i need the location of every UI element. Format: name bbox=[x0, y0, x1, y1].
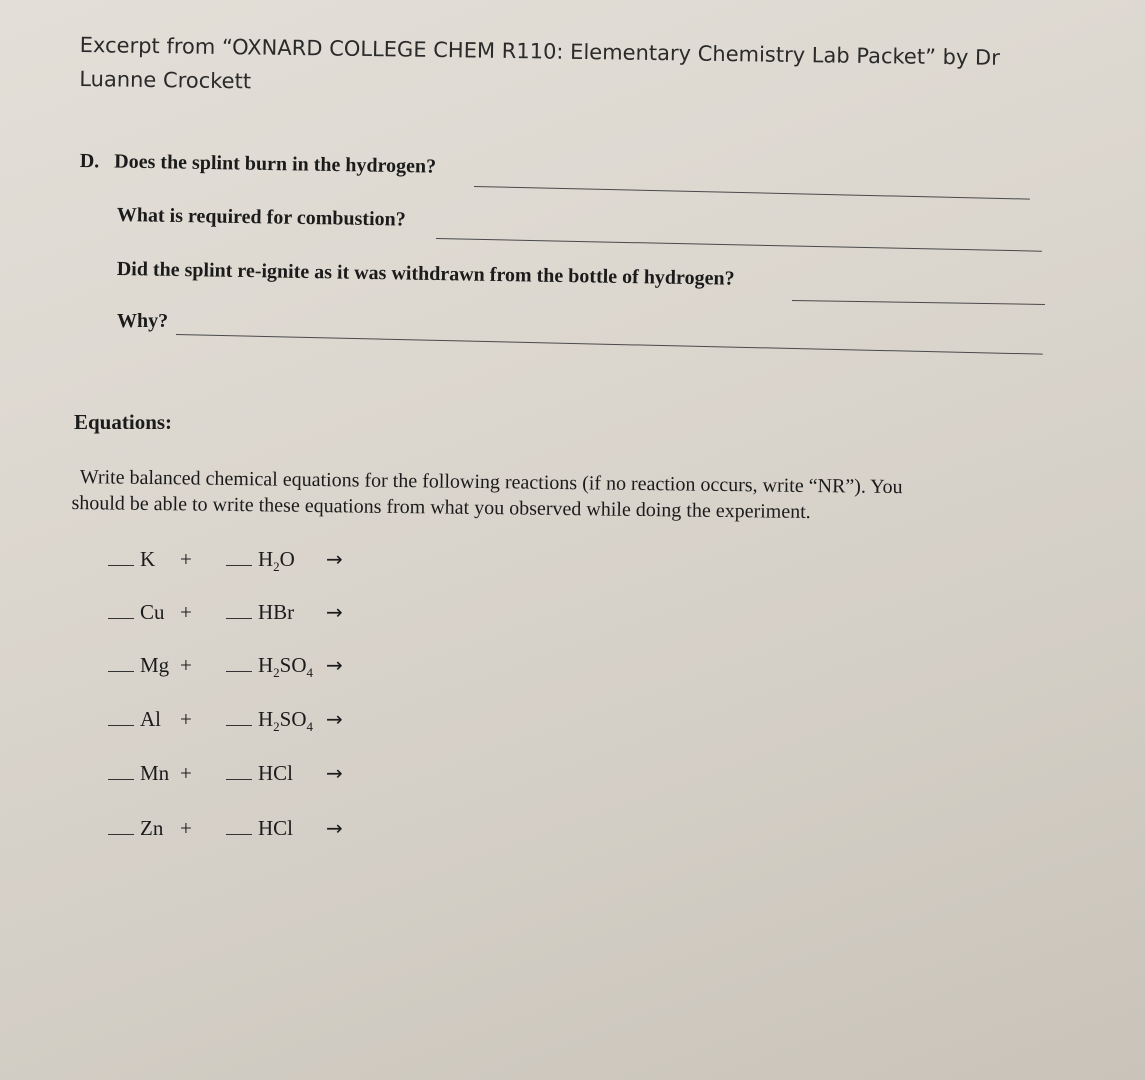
coefficient-blank[interactable] bbox=[226, 547, 252, 566]
reactant-1 bbox=[108, 600, 165, 625]
reaction-arrow-icon: → bbox=[326, 547, 343, 571]
subscript: 2 bbox=[273, 665, 280, 681]
question-d-4: Why? bbox=[117, 310, 169, 332]
reactant-2 bbox=[226, 653, 313, 681]
plus-sign: + bbox=[180, 707, 192, 731]
question-d-3: Did the splint re-ignite as it was withdrawn from the bottle of hydrogen? bbox=[116, 258, 735, 290]
reactant-2-tail: O bbox=[279, 547, 295, 571]
plus-sign: + bbox=[180, 547, 192, 571]
instruction-line-1: Write balanced chemical equations for the following reactions (if no reaction occurs, write “NR”). You bbox=[79, 466, 903, 499]
reactant-1-formula: Al bbox=[140, 707, 161, 731]
answer-line-1[interactable] bbox=[474, 186, 1030, 200]
question-d-1-text: Does the splint burn in the hydrogen? bbox=[114, 150, 437, 178]
coefficient-blank[interactable] bbox=[226, 761, 252, 780]
section-letter: D. bbox=[79, 150, 100, 173]
reactant-2-tail: SO bbox=[279, 707, 307, 731]
reaction-arrow-icon: → bbox=[326, 816, 343, 840]
coefficient-blank[interactable] bbox=[226, 653, 252, 672]
excerpt-line-1: Excerpt from “OXNARD COLLEGE CHEM R110: Elementary Chemistry Lab Packet” by Dr bbox=[79, 32, 1000, 70]
reaction-arrow-icon: → bbox=[326, 653, 343, 677]
equation-row bbox=[108, 600, 508, 630]
reactant-1-formula: Mn bbox=[140, 761, 170, 785]
reactant-2-formula: H bbox=[258, 707, 274, 731]
answer-line-4[interactable] bbox=[176, 334, 1043, 355]
reactant-2-formula: HBr bbox=[258, 600, 295, 624]
subscript: 4 bbox=[306, 665, 314, 681]
equations-instructions bbox=[71, 464, 1052, 528]
coefficient-blank[interactable] bbox=[108, 707, 134, 726]
reaction-arrow-icon: → bbox=[326, 761, 343, 785]
equations-heading: Equations: bbox=[74, 410, 173, 434]
reactant-1 bbox=[108, 816, 163, 841]
equation-row bbox=[108, 816, 508, 846]
plus-sign: + bbox=[180, 600, 192, 624]
reactant-2 bbox=[226, 761, 293, 789]
reactant-2-formula: HCl bbox=[258, 816, 294, 840]
question-d-1 bbox=[80, 150, 437, 179]
reactant-1-formula: Mg bbox=[140, 653, 170, 677]
reactant-1 bbox=[108, 707, 161, 732]
reactant-1-formula: Zn bbox=[140, 816, 164, 840]
excerpt-attribution bbox=[79, 28, 1040, 109]
equation-row bbox=[108, 761, 508, 791]
reactant-1 bbox=[108, 653, 169, 678]
answer-line-2[interactable] bbox=[436, 238, 1042, 252]
coefficient-blank[interactable] bbox=[108, 653, 134, 672]
reactant-2 bbox=[226, 600, 294, 628]
reaction-arrow-icon: → bbox=[326, 707, 343, 731]
subscript: 2 bbox=[273, 719, 280, 735]
reactant-2 bbox=[226, 816, 293, 844]
reactant-2-formula: H bbox=[258, 653, 274, 677]
reactant-1 bbox=[108, 547, 155, 572]
reactant-1-formula: Cu bbox=[140, 600, 165, 624]
subscript: 4 bbox=[306, 719, 314, 735]
reaction-arrow-icon: → bbox=[326, 600, 343, 624]
reactant-1 bbox=[108, 761, 169, 786]
reactant-1-formula: K bbox=[140, 547, 156, 571]
reactant-2-formula: HCl bbox=[258, 761, 294, 785]
subscript: 2 bbox=[273, 559, 280, 575]
coefficient-blank[interactable] bbox=[108, 761, 134, 780]
excerpt-line-2: Luanne Crockett bbox=[79, 66, 252, 94]
plus-sign: + bbox=[180, 761, 192, 785]
plus-sign: + bbox=[180, 653, 192, 677]
question-d-2: What is required for combustion? bbox=[116, 204, 406, 231]
reactant-2-tail: SO bbox=[279, 653, 307, 677]
coefficient-blank[interactable] bbox=[108, 816, 134, 835]
instruction-line-2: should be able to write these equations from what you observed while doing the experiment. bbox=[71, 491, 811, 524]
plus-sign: + bbox=[180, 816, 192, 840]
equation-row bbox=[108, 547, 508, 577]
answer-line-3[interactable] bbox=[792, 300, 1045, 305]
equation-row bbox=[108, 707, 508, 737]
coefficient-blank[interactable] bbox=[226, 707, 252, 726]
equation-row bbox=[108, 653, 508, 683]
reactant-2 bbox=[226, 707, 313, 735]
coefficient-blank[interactable] bbox=[226, 600, 252, 619]
coefficient-blank[interactable] bbox=[226, 816, 252, 835]
reactant-2 bbox=[226, 547, 295, 575]
coefficient-blank[interactable] bbox=[108, 547, 134, 566]
coefficient-blank[interactable] bbox=[108, 600, 134, 619]
reactant-2-formula: H bbox=[258, 547, 274, 571]
